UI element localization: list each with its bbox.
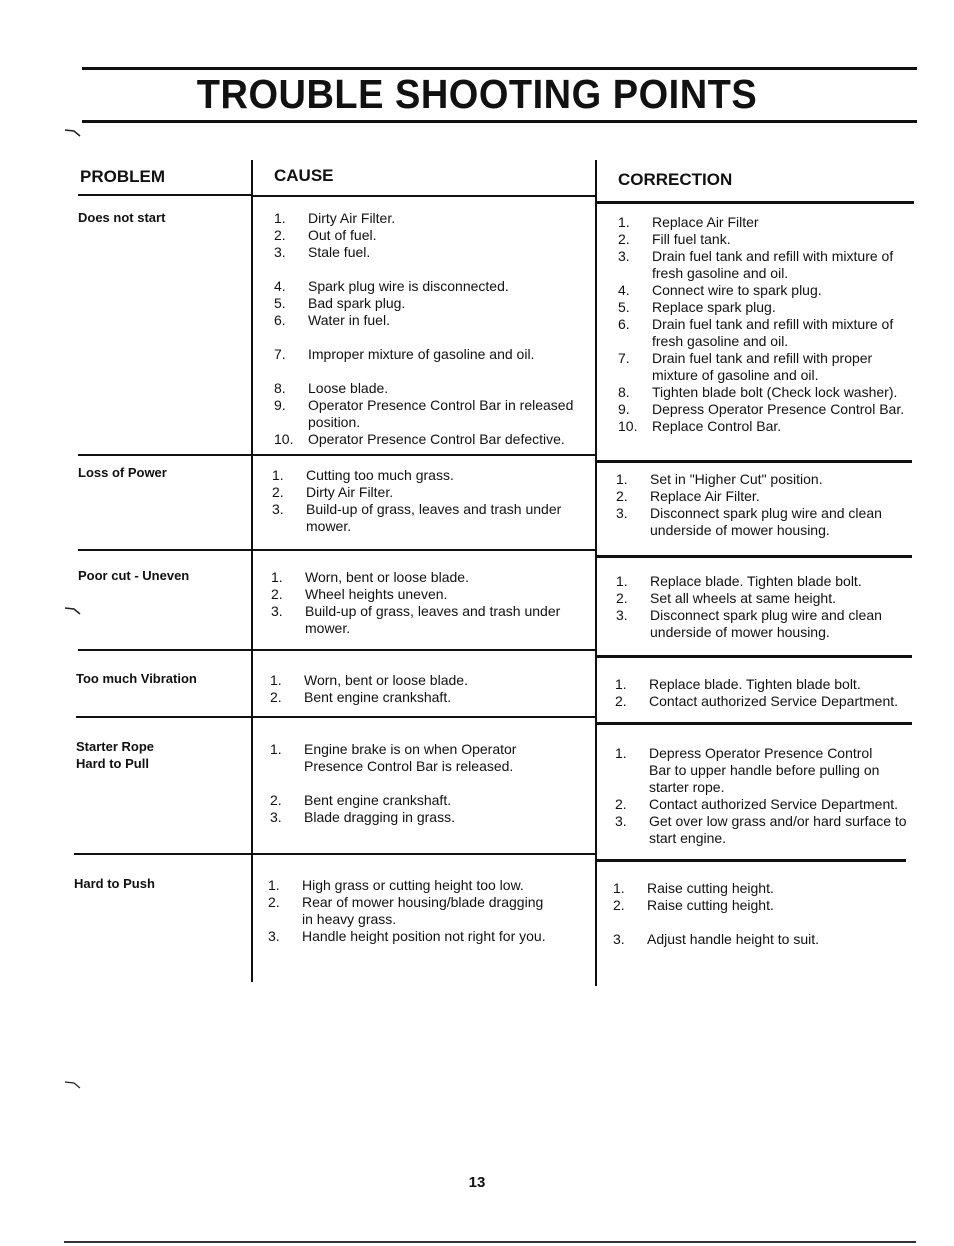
item-text: Handle height position not right for you. [302,928,546,944]
correction-item [616,607,916,641]
correction-item [615,813,919,847]
title-bottom-rule [82,120,917,123]
row-rule-3a [78,649,596,651]
item-text: Loose blade. [308,380,389,396]
cause-item [271,586,584,603]
cause-item [274,244,584,261]
item-text: Dirty Air Filter. [308,210,396,226]
row-rule-3b [596,655,912,658]
item-number: 2. [613,897,625,913]
correction-item [616,505,916,539]
cause-item [268,928,584,945]
problem-label [78,209,165,226]
row-rule-5b [596,859,906,862]
scan-mark [64,606,86,616]
item-number: 1. [616,573,628,589]
item-number: 1. [270,672,282,688]
item-text: Replace Control Bar. [652,418,782,434]
correction-item [618,282,918,299]
correction-item [618,350,918,384]
item-number: 10. [274,431,294,447]
item-number: 1. [615,676,627,692]
header-correction: CORRECTION [618,170,733,189]
item-text: Worn, bent or loose blade. [305,569,469,585]
correction-item [618,231,918,248]
column-divider-right [595,160,597,986]
item-number: 3. [274,244,286,260]
correction-item [613,897,913,914]
item-text: Wheel heights uneven. [305,586,448,602]
cause-list [270,741,584,826]
column-divider-left [251,160,253,982]
correction-item [618,418,918,435]
item-text: Drain fuel tank and refill with proper mixture of gasoline and oil. [652,350,873,383]
correction-item [618,299,918,316]
page-number: 13 [468,1174,486,1191]
problem-line: Starter Rope [76,739,155,754]
cause-item [270,672,584,689]
item-text: Improper mixture of gasoline and oil. [308,346,535,362]
item-text: Spark plug wire is disconnected. [308,278,509,294]
correction-item [616,488,916,505]
cause-item [270,809,584,826]
item-number: 3. [615,813,627,829]
cause-item [270,792,584,809]
cause-item [272,484,584,501]
cause-item [274,227,584,244]
item-text: Replace blade. Tighten blade bolt. [649,676,861,692]
item-text: High grass or cutting height too low. [302,877,524,893]
item-text: Bent engine crankshaft. [304,689,452,705]
item-number: 2. [272,484,284,500]
row-rule-4b [596,722,912,725]
item-text: Raise cutting height. [647,880,774,896]
item-number: 6. [274,312,286,328]
item-number: 3. [272,501,284,517]
item-number: 1. [616,471,628,487]
problem-line: Loss of Power [78,465,167,480]
cause-list [274,210,584,448]
cause-item [274,397,584,431]
item-number: 1. [274,210,286,226]
correction-item [616,573,916,590]
item-text: Out of fuel. [308,227,377,243]
problem-line: Hard to Pull [76,756,149,771]
correction-item [616,590,916,607]
correction-item [618,214,918,231]
item-number: 2. [615,796,627,812]
cause-item [274,295,584,312]
item-text: Set in "Higher Cut" position. [650,471,823,487]
item-number: 4. [274,278,286,294]
item-text: Worn, bent or loose blade. [304,672,468,688]
row-rule-2b [596,555,912,558]
item-text: Dirty Air Filter. [306,484,394,500]
correction-list [618,214,918,435]
cause-item [274,380,584,397]
cause-item [272,467,584,484]
problem-label [76,670,197,687]
item-number: 7. [274,346,286,362]
correction-list [613,880,913,948]
item-text: Contact authorized Service Department. [649,796,899,812]
cause-item [270,689,584,706]
item-number: 2. [271,586,283,602]
page-title: TROUBLE SHOOTING POINTS [196,72,758,118]
item-number: 2. [268,894,280,910]
item-number: 9. [618,401,630,417]
item-text: Rear of mower housing/blade dragging in heavy grass. [302,894,544,927]
correction-item [618,316,918,350]
correction-item [616,471,916,488]
correction-item [618,401,918,418]
item-number: 2. [616,488,628,504]
header-rule-cause [252,195,596,197]
problem-line: Hard to Push [74,876,155,891]
cause-item [268,877,584,894]
header-rule-correction [596,201,914,204]
item-text: Contact authorized Service Department. [649,693,899,709]
item-text: Build-up of grass, leaves and trash under mower. [306,501,562,534]
correction-item [618,248,918,282]
item-text: Bent engine crankshaft. [304,792,452,808]
item-number: 1. [272,467,284,483]
correction-list [616,471,916,539]
item-text: Depress Operator Presence Control Bar to upper handle before pulling on starter rope. [649,745,880,795]
item-text: Drain fuel tank and refill with mixture of fresh gasoline and oil. [652,316,894,349]
item-text: Water in fuel. [308,312,390,328]
cause-item [274,278,584,295]
item-number: 2. [270,792,282,808]
item-text: Blade dragging in grass. [304,809,455,825]
item-text: Fill fuel tank. [652,231,731,247]
cause-item [274,431,584,448]
item-text: Connect wire to spark plug. [652,282,822,298]
item-text: Set all wheels at same height. [650,590,836,606]
item-number: 3. [270,809,282,825]
item-text: Operator Presence Control Bar defective. [308,431,565,447]
correction-item [618,384,918,401]
problem-label [76,738,154,772]
item-number: 5. [274,295,286,311]
item-number: 3. [268,928,280,944]
item-text: Adjust handle height to suit. [647,931,820,947]
correction-item [615,693,919,710]
item-number: 2. [618,231,630,247]
cause-item [270,741,534,775]
cause-item [268,894,557,928]
problem-label [78,464,167,481]
correction-item [613,880,913,897]
item-text: Depress Operator Presence Control Bar. [652,401,905,417]
row-rule-4a [76,716,596,718]
correction-list [615,745,919,847]
item-number: 2. [274,227,286,243]
item-text: Operator Presence Control Bar in released position. [308,397,574,430]
item-number: 4. [618,282,630,298]
item-number: 1. [270,741,282,757]
header-rule-problem [78,194,252,196]
row-rule-1a [78,454,596,456]
item-text: Raise cutting height. [647,897,774,913]
item-number: 2. [615,693,627,709]
item-number: 1. [613,880,625,896]
item-number: 3. [613,931,625,947]
correction-item [615,796,919,813]
correction-list [616,573,916,641]
item-text: Cutting too much grass. [306,467,454,483]
problem-label [78,567,189,584]
correction-list [615,676,919,710]
problem-line: Does not start [78,210,166,225]
item-number: 9. [274,397,286,413]
item-text: Disconnect spark plug wire and clean underside of mower housing. [650,607,882,640]
item-text: Replace blade. Tighten blade bolt. [650,573,862,589]
item-text: Replace Air Filter [652,214,759,230]
header-cause: CAUSE [274,166,334,185]
header-problem: PROBLEM [80,167,165,186]
item-text: Get over low grass and/or hard surface to start engine. [649,813,907,846]
item-number: 1. [268,877,280,893]
item-number: 8. [618,384,630,400]
item-number: 1. [271,569,283,585]
item-text: Tighten blade bolt (Check lock washer). [652,384,898,400]
row-rule-2a [78,549,596,551]
row-rule-1b [596,460,912,463]
item-number: 3. [618,248,630,264]
item-number: 1. [615,745,627,761]
cause-item [271,569,584,586]
item-number: 7. [618,350,630,366]
correction-item [613,931,913,948]
item-text: Bad spark plug. [308,295,406,311]
title-top-rule [82,67,917,70]
problem-line: Too much Vibration [76,671,197,686]
row-rule-5a [74,853,596,855]
item-text: Drain fuel tank and refill with mixture of fresh gasoline and oil. [652,248,894,281]
cause-list [270,672,584,706]
item-number: 6. [618,316,630,332]
item-number: 2. [270,689,282,705]
correction-item [615,676,919,693]
problem-line: Poor cut - Uneven [78,568,190,583]
item-number: 2. [616,590,628,606]
scan-mark [64,128,86,138]
item-text: Disconnect spark plug wire and clean underside of mower housing. [650,505,882,538]
cause-list [272,467,584,535]
item-number: 3. [616,607,628,623]
footer-rule [64,1241,916,1243]
correction-item [615,745,889,796]
cause-list [268,877,584,945]
item-number: 1. [618,214,630,230]
item-number: 5. [618,299,630,315]
scan-mark [64,1080,86,1090]
item-number: 10. [618,418,638,434]
cause-list [271,569,584,637]
cause-item [274,312,584,329]
item-number: 8. [274,380,286,396]
cause-item [274,210,584,227]
item-text: Stale fuel. [308,244,371,260]
cause-item [272,501,584,535]
item-text: Engine brake is on when Operator Presence Control Bar is released. [304,741,517,774]
problem-label [74,875,155,892]
cause-item [271,603,584,637]
cause-item [274,346,584,363]
item-text: Replace Air Filter. [650,488,760,504]
item-text: Build-up of grass, leaves and trash under mower. [305,603,561,636]
item-number: 3. [616,505,628,521]
item-text: Replace spark plug. [652,299,776,315]
item-number: 3. [271,603,283,619]
